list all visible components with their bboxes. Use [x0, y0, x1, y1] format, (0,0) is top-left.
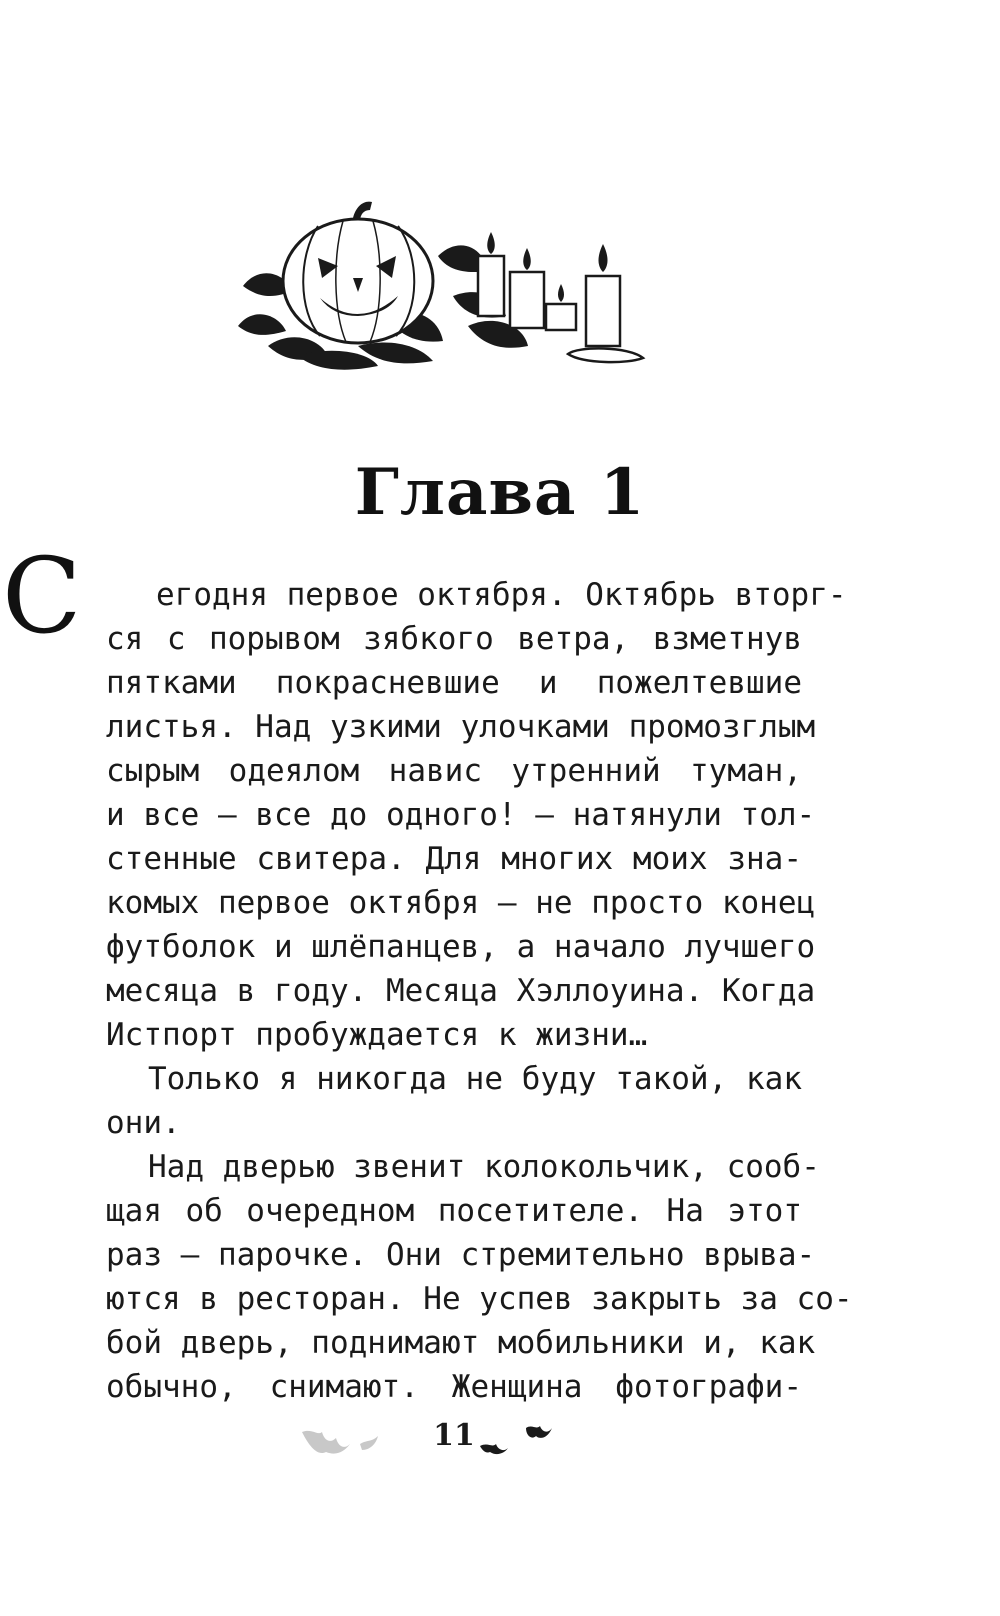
text-line: и все – все до одного! – натянули тол- — [106, 797, 816, 833]
chapter-title: Глава 1 — [354, 455, 646, 530]
text-line: Истпорт пробуждается к жизни… — [106, 1017, 648, 1053]
body-text — [106, 556, 853, 1409]
text-line: месяца в году. Месяца Хэллоуина. Когда — [106, 973, 816, 1009]
pumpkin-icon — [283, 202, 433, 343]
text-line: раз – парочке. Они стремительно врыва- — [106, 1237, 816, 1273]
text-line: егодня первое октября. Октябрь вторг- — [156, 577, 847, 613]
text-line: стенные свитера. Для многих моих зна- — [106, 841, 802, 877]
text-line: обычно, снимают. Женщина фотографи- — [106, 1369, 802, 1405]
halloween-pumpkin-candles-illustration — [238, 196, 658, 386]
text-line: бой дверь, поднимают мобильники и, как — [106, 1325, 816, 1361]
text-line: они. — [106, 1105, 181, 1141]
page-number: 11 — [433, 1418, 475, 1453]
bat-icon — [478, 1418, 558, 1458]
bat-icon — [300, 1422, 390, 1462]
text-line: пятками покрасневшие и пожелтевшие — [106, 665, 802, 701]
text-line: сырым одеялом навис утренний туман, — [106, 753, 802, 789]
text-line: Только я никогда не буду такой, как — [148, 1061, 802, 1097]
text-line: комых первое октября – не просто конец — [106, 885, 816, 921]
text-line: листья. Над узкими улочками промозглым — [106, 709, 816, 745]
text-line: ся с порывом зябкого ветра, взметнув — [106, 621, 802, 657]
text-line: щая об очередном посетителе. На этот — [106, 1193, 802, 1229]
text-line: ются в ресторан. Не успев закрыть за со- — [106, 1281, 853, 1317]
page-footer — [300, 1412, 700, 1472]
text-line: футболок и шлёпанцев, а начало лучшего — [106, 929, 816, 965]
drop-cap-letter: С — [2, 535, 82, 657]
text-line: Над дверью звенит колокольчик, сооб- — [148, 1149, 820, 1185]
